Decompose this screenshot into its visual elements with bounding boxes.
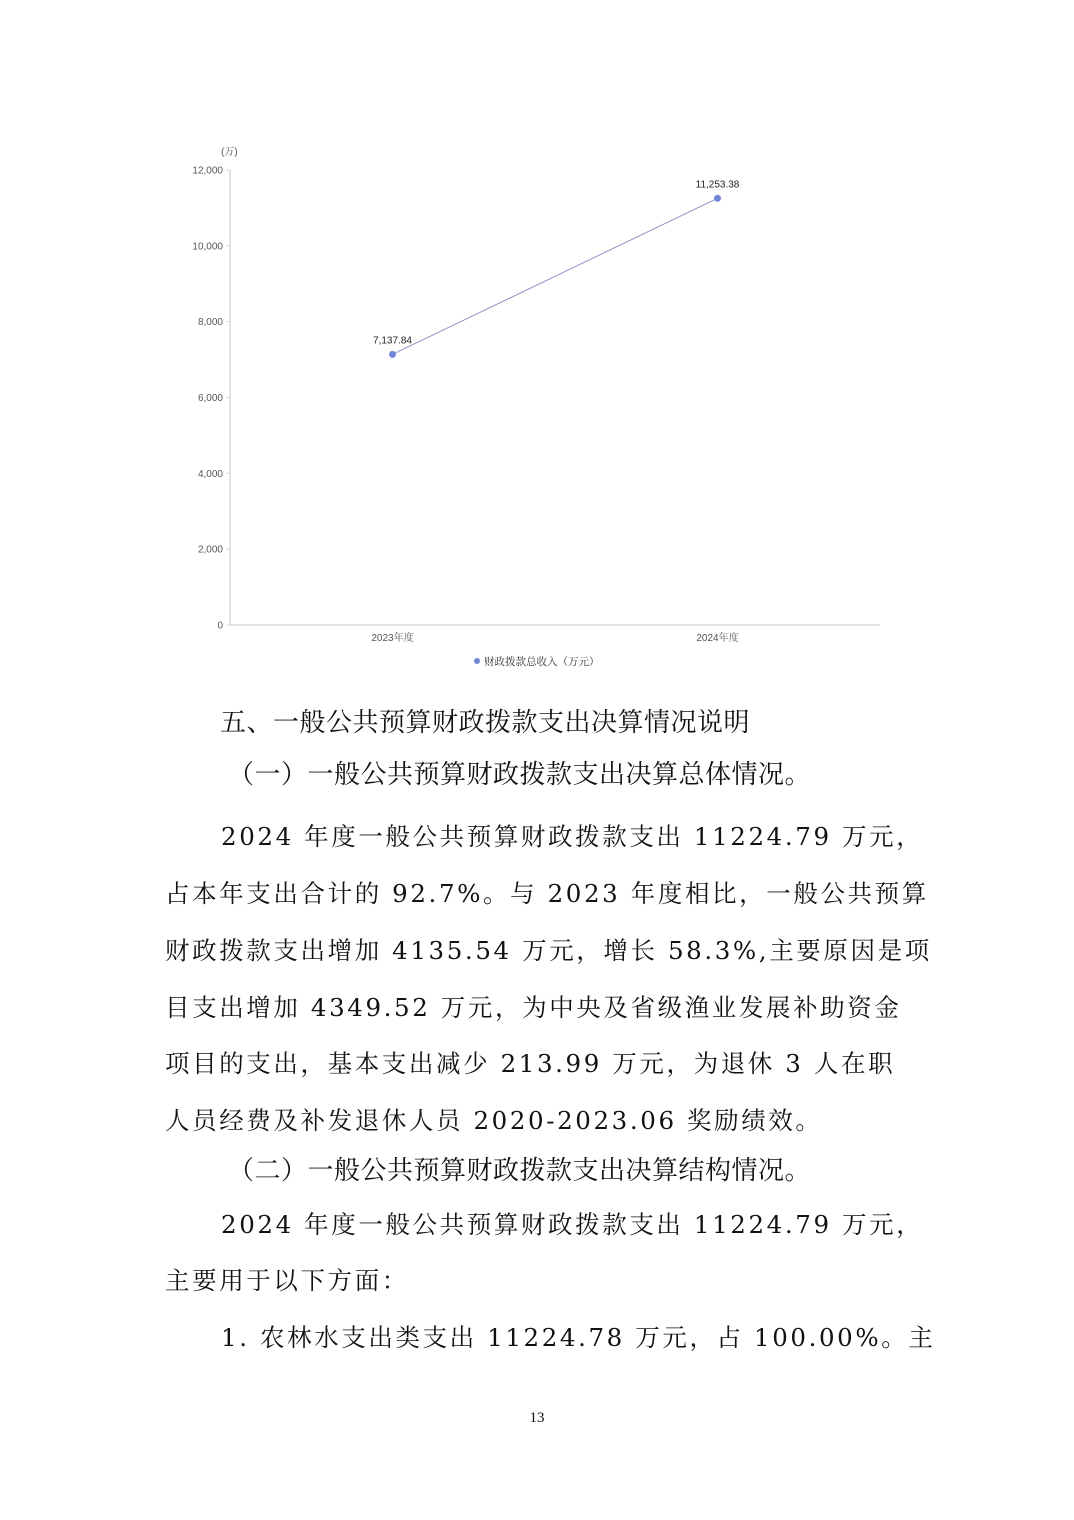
series-line	[393, 198, 718, 354]
text-line: 人员经费及补发退休人员 2020-2023.06 奖励绩效。	[165, 1106, 823, 1135]
data-point[interactable]	[714, 195, 721, 202]
text-line: 项目的支出，基本支出减少 213.99 万元，为退休 3 人在职	[165, 1049, 896, 1078]
y-tick-label: 12,000	[192, 165, 223, 177]
data-label: 11,253.38	[695, 179, 740, 191]
section-heading: 五、一般公共预算财政拨款支出决算情况说明	[220, 708, 751, 738]
x-axis-ticks	[371, 631, 738, 644]
text-line: 主要用于以下方面：	[165, 1266, 409, 1295]
text-line: 2024 年度一般公共预算财政拨款支出 11224.79 万元，	[221, 822, 924, 851]
subsection-title-1: （一）一般公共预算财政拨款支出决算总体情况。	[228, 760, 812, 790]
chart-legend[interactable]	[474, 655, 600, 668]
y-tick-label: 8,000	[197, 317, 223, 329]
text-line: 财政拨款支出增加 4135.54 万元，增长 58.3%,主要原因是项	[165, 936, 932, 965]
data-label: 7,137.84	[373, 335, 412, 347]
text-line: 1. 农林水支出类支出 11224.78 万元，占 100.00%。主	[221, 1323, 936, 1352]
y-tick-label: 10,000	[192, 241, 223, 253]
y-tick-label: 2,000	[197, 544, 223, 556]
y-tick-label: 4,000	[197, 468, 223, 480]
y-tick-label: 0	[217, 620, 223, 632]
text-line: 2024 年度一般公共预算财政拨款支出 11224.79 万元，	[221, 1210, 924, 1239]
page-number: 13	[529, 1410, 545, 1426]
text-line: 占本年支出合计的 92.7%。与 2023 年度相比，一般公共预算	[165, 879, 929, 908]
y-axis-unit-label: (万)	[221, 147, 238, 158]
text-line: 目支出增加 4349.52 万元，为中央及省级渔业发展补助资金	[165, 993, 902, 1022]
income-line-chart	[0, 0, 1074, 680]
data-point[interactable]	[389, 351, 396, 358]
y-axis-ticks	[192, 166, 230, 632]
y-tick-label: 6,000	[197, 393, 223, 404]
x-tick-label: 2023年度	[371, 633, 414, 644]
series-group	[373, 179, 740, 358]
x-tick-label: 2024年度	[696, 633, 739, 644]
legend-marker	[474, 658, 480, 664]
subsection-title-2: （二）一般公共预算财政拨款支出决算结构情况。	[228, 1156, 812, 1186]
legend-label: 财政拨款总收入（万元）	[484, 656, 600, 668]
